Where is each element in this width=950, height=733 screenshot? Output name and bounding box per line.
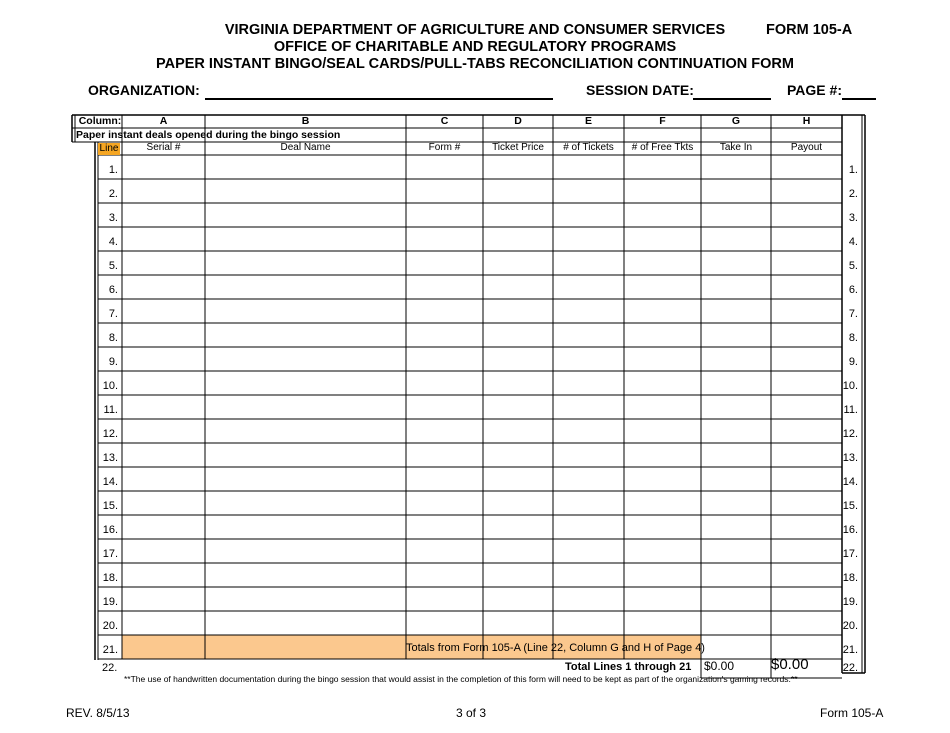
row-number-right: 14.: [842, 476, 858, 488]
row-number-right: 5.: [848, 260, 858, 272]
row-number-left: 19.: [102, 596, 118, 608]
row-number-left: 17.: [102, 548, 118, 560]
row-number-left: 5.: [108, 260, 118, 272]
row-number-left: 14.: [102, 476, 118, 488]
row-number-left: 3.: [108, 212, 118, 224]
row-number-left: 7.: [108, 308, 118, 320]
row-number-right: 3.: [848, 212, 858, 224]
column-letter-2: C: [440, 115, 449, 127]
row-number-right: 11.: [843, 404, 858, 416]
row-number-left: 2.: [108, 188, 118, 200]
row-number-right: 9.: [848, 356, 858, 368]
row-number-left: 9.: [108, 356, 118, 368]
column-letter-1: B: [301, 115, 310, 127]
row-number-left: 4.: [108, 236, 118, 248]
row-number-right: 10.: [842, 380, 858, 392]
row-22-total-label: Total Lines 1 through 21: [565, 661, 692, 673]
handwritten-records-note: **The use of handwritten documentation during the bingo session that would assist in the completion of this form will need to be kept as part of the organization's gaming records.**: [124, 674, 798, 684]
header-line-1: VIRGINIA DEPARTMENT OF AGRICULTURE AND CONSUMER SERVICES: [224, 22, 726, 38]
row-number-right: 16.: [842, 524, 858, 536]
row-number-right: 2.: [848, 188, 858, 200]
row-number-right: 13.: [842, 452, 858, 464]
session-date-label: SESSION DATE:: [586, 82, 694, 98]
header-line-2: OFFICE OF CHARITABLE AND REGULATORY PROGRAMS: [273, 39, 677, 55]
column-subheader-2: Form #: [428, 142, 461, 153]
column-letter-3: D: [514, 115, 522, 127]
column-letter-5: F: [659, 115, 666, 127]
column-label: Column:: [78, 115, 122, 127]
row-number-left: 21.: [102, 644, 118, 656]
column-letter-6: G: [731, 115, 741, 127]
column-subheader-5: # of Free Tkts: [631, 142, 694, 153]
row-number-right: 18.: [842, 572, 858, 584]
row-number-left: 11.: [103, 404, 118, 416]
row-number-left: 12.: [102, 428, 118, 440]
row-21-totals-label: Totals from Form 105-A (Line 22, Column G and H of Page 4): [406, 642, 705, 654]
row-number-right: 21.: [842, 644, 858, 656]
row-number-right: 17.: [842, 548, 858, 560]
column-subheader-3: Ticket Price: [492, 142, 544, 153]
row-number-right: 15.: [842, 500, 858, 512]
revision-date: REV. 8/5/13: [66, 706, 130, 720]
row-number-right: 1.: [848, 164, 858, 176]
column-subheader-1: Deal Name: [280, 142, 331, 153]
page-of: 3 of 3: [456, 706, 487, 720]
row-number-left: 8.: [108, 332, 118, 344]
row-number-left: 1.: [108, 164, 118, 176]
row-number-right: 7.: [848, 308, 858, 320]
column-letter-7: H: [802, 115, 811, 127]
form-name: Form 105-A: [820, 706, 884, 720]
total-payout[interactable]: $0.00: [771, 656, 809, 673]
row-number-left: 6.: [108, 284, 118, 296]
total-take-in[interactable]: $0.00: [704, 659, 735, 673]
column-subheader-4: # of Tickets: [563, 142, 614, 153]
row-number-left: 10.: [102, 380, 118, 392]
form-number: FORM 105-A: [766, 22, 853, 38]
row-number-left: 13.: [102, 452, 118, 464]
page-number-label: PAGE #:: [787, 82, 842, 98]
row-number-right: 19.: [842, 596, 858, 608]
row-number-right: 8.: [848, 332, 858, 344]
row-22-number: 22.: [102, 662, 118, 674]
row-number-right: 4.: [848, 236, 858, 248]
line-header: Line: [99, 143, 119, 154]
column-subheader-0: Serial #: [146, 142, 181, 153]
column-letter-4: E: [584, 115, 592, 127]
row-22-number-right: 22.: [842, 662, 858, 674]
column-letter-0: A: [159, 115, 168, 127]
row-number-left: 20.: [102, 620, 118, 632]
column-subheader-7: Payout: [790, 142, 823, 153]
row-number-left: 16.: [102, 524, 118, 536]
header-line-3: PAPER INSTANT BINGO/SEAL CARDS/PULL-TABS RECONCILIATION CONTINUATION FORM: [156, 56, 794, 72]
row-number-left: 18.: [102, 572, 118, 584]
section-label: Paper instant deals opened during the bingo session: [76, 129, 341, 141]
row-number-left: 15.: [102, 500, 118, 512]
row-number-right: 20.: [842, 620, 858, 632]
organization-label: ORGANIZATION:: [88, 82, 200, 98]
row-number-right: 6.: [848, 284, 858, 296]
row-number-right: 12.: [842, 428, 858, 440]
column-subheader-6: Take In: [719, 142, 753, 153]
